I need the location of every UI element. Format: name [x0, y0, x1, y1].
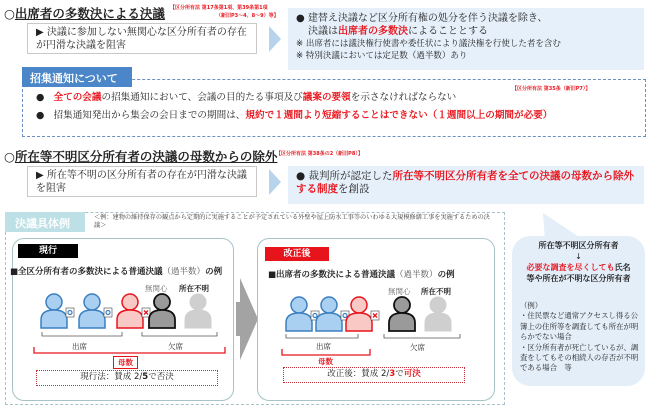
- section2-sol-red: 所在等不明区分所有者を全ての決議の母数から除外する制度: [296, 170, 635, 195]
- example-description: ＜例：建物の維持保存の観点から定期的に実施することが予定されている外壁や屋上防水工事等のいわゆる大規模修繕工事を実施するための決議＞: [94, 214, 490, 229]
- label-absent: 欠席: [168, 342, 183, 351]
- current-heading: [10, 265, 222, 277]
- person-indifferent-icon: [389, 297, 415, 331]
- solution-line1: [296, 12, 636, 25]
- person-unknown-icon: [425, 297, 451, 331]
- notice-b2-red1: 規約で１週間より短縮することはできない（１週間以上の期間が必要）: [245, 110, 553, 121]
- revised-result: [283, 367, 465, 383]
- solution-line2: [296, 25, 636, 38]
- label-attend: 出席: [316, 342, 331, 351]
- person-indifferent-icon: [149, 294, 175, 328]
- notice-b2-t1: 招集通知発出から集会の会日までの期間は、: [53, 110, 246, 121]
- callout-examples: [520, 301, 642, 374]
- callout-red: 必要な調査を尽くしても: [526, 263, 615, 272]
- revised-result-num: 3: [389, 369, 396, 379]
- current-heading-note: （過半数）: [162, 267, 206, 277]
- callout-header: [512, 240, 645, 284]
- current-result: [36, 370, 218, 386]
- callout-def-line2: 等や所在が不明な区分所有者: [526, 274, 631, 283]
- denominator-label: 母数: [318, 357, 333, 366]
- notice-b1-t2: を示さなければならない: [350, 92, 457, 103]
- current-heading-end: の例: [205, 267, 223, 277]
- label-indifferent: 無関心: [145, 284, 168, 293]
- current-heading-text: ■全区分所有者の多数決による普通決議: [10, 267, 163, 277]
- section2-problem-box: [27, 166, 257, 197]
- bullet-icon: ●: [296, 170, 306, 182]
- notice-ref: 【区分所有法 第35条（新旧P7）】: [512, 86, 591, 92]
- revised-result-red: 可決: [403, 369, 421, 379]
- callout-ex1: ・住民票など通常アクセスし得る公簿上の住所等を調査しても所在が明らかでない場合: [520, 311, 639, 342]
- example-tag: 決議具体例: [5, 212, 85, 232]
- section2-problem-text: ▶ 所在等不明の区分所有者の存在が円滑な決議を阻害: [36, 170, 247, 194]
- callout-def-line1: [512, 262, 645, 273]
- solution-line1-text: 建替え決議など区分所有権の処分を伴う決議を除き、: [307, 13, 548, 24]
- callout-rest1: 氏名: [614, 263, 631, 272]
- solution-note1: ※ 出席者には議決権行使書や委任状により議決権を行使した者を含む: [296, 39, 561, 49]
- section1-ref-2: （新旧P3～4、8～9）等】: [216, 13, 279, 19]
- notice-b1-t1: の招集通知において、会議の目的たる事項及び: [101, 92, 303, 103]
- current-brackets: [32, 331, 227, 357]
- notice-bullet1: ● 全ての会議の招集通知において、会議の目的たる事項及び議案の要領を示さなければならない: [36, 92, 457, 103]
- current-result-pre: 現行法：賛成 2/: [80, 372, 143, 382]
- section2-title: [4, 147, 277, 165]
- section1-problem-text: ▶ 決議に参加しない無関心な区分所有者の存在が円滑な決議を阻害: [36, 27, 247, 51]
- callout-ex2: ・区分所有者が死亡しているが、調査をしてもその相続人の存否が不明である場合 等: [520, 342, 639, 373]
- denominator-label: 母数: [113, 356, 138, 369]
- person-yes-icon: [41, 294, 74, 328]
- revised-heading-text: ■出席者の多数決による普通決議: [268, 270, 396, 280]
- arrow-right-icon: [236, 278, 258, 360]
- revised-heading-end: の例: [437, 270, 455, 280]
- person-yes-icon: [316, 297, 349, 331]
- callout-title: 所在等不明区分所有者: [538, 241, 619, 250]
- section2-sol-pre: 裁判所が認定した: [308, 170, 393, 182]
- circle-marker: ○: [4, 6, 15, 21]
- callout-ex-label: （例）: [520, 301, 543, 310]
- solution-line2-red: 出席者の多数決: [338, 26, 408, 37]
- section2-sol-post: を創設: [338, 183, 370, 195]
- section1-solution-box: [288, 8, 644, 70]
- label-absent: 欠席: [410, 343, 425, 352]
- revised-result-post: で: [395, 369, 404, 379]
- section1-ref-1: 【区分所有法 第17条第1項、第39条第1項: [170, 5, 268, 11]
- person-no-icon: [346, 297, 379, 331]
- revised-people-icons: [283, 295, 483, 335]
- arrow-right-icon: [269, 26, 281, 52]
- solution-line2-post: によることとする: [408, 26, 488, 37]
- revised-brackets: [280, 333, 490, 359]
- solution-note2: ※ 特別決議においては定足数（過半数）あり: [296, 51, 468, 61]
- section2-ref: 【区分所有法 第38条の2（新旧P8）】: [276, 151, 363, 157]
- current-people-icons: [38, 292, 228, 332]
- section2-title-text: 所在等不明区分所有者の決議の母数からの除外: [14, 149, 278, 164]
- current-tag: 現行: [18, 244, 78, 258]
- bullet-icon: ●: [296, 13, 305, 24]
- solution-line2-pre: 決議は: [308, 26, 338, 37]
- person-unknown-icon: [185, 294, 211, 328]
- revised-result-pre: 改正後：賛成 2/: [327, 369, 390, 379]
- section1-title-text: 出席者の多数決による決議: [14, 6, 165, 21]
- label-attend: 出席: [72, 342, 87, 351]
- label-unknown: 所在不明: [179, 284, 209, 293]
- label-indifferent: 無関心: [388, 287, 411, 296]
- circle-marker: ○: [4, 149, 15, 164]
- section1-problem-box: [27, 23, 257, 54]
- revised-tag: 改正後: [265, 247, 329, 261]
- notice-b1-red2: 議案の要領: [302, 92, 351, 103]
- current-result-num: 5: [142, 372, 149, 382]
- revised-heading: [268, 268, 455, 280]
- revised-heading-note: （過半数）: [395, 270, 438, 280]
- person-yes-icon: [286, 297, 319, 331]
- section1-title: [4, 4, 165, 22]
- current-result-post: で否決: [148, 372, 174, 382]
- person-yes-icon: [79, 294, 112, 328]
- section2-solution-box: [288, 166, 644, 204]
- label-unknown: 所在不明: [421, 287, 451, 296]
- arrow-down-icon: ↓: [575, 252, 582, 261]
- person-no-icon: [117, 294, 150, 328]
- notice-tag: 招集通知について: [22, 67, 132, 87]
- arrow-right-icon: [269, 169, 281, 195]
- notice-b1-red1: 全ての会議: [53, 92, 102, 103]
- notice-bullet2: ● 招集通知発出から集会の会日までの期間は、規約で１週間より短縮することはできない（１週間以上の期間が必要）: [36, 110, 553, 121]
